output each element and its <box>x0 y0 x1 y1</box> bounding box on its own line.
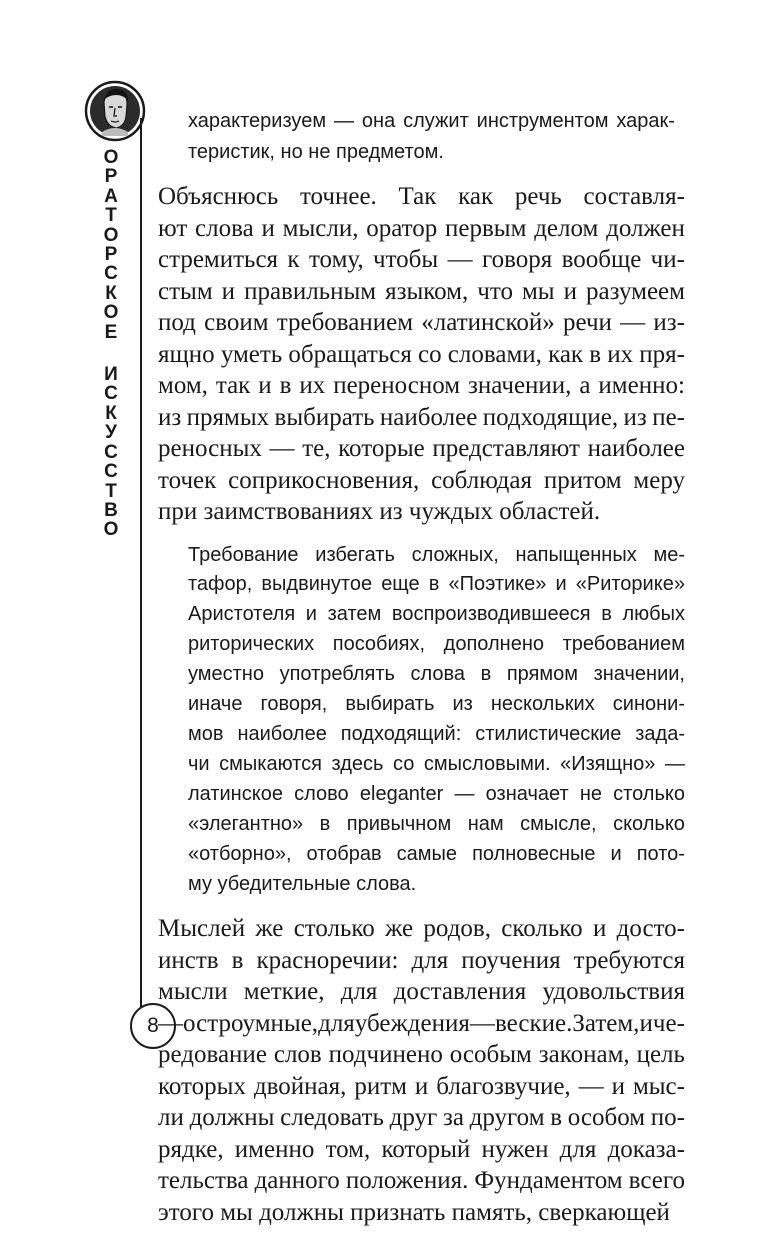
title-letter: С <box>104 263 118 285</box>
text-line <box>188 659 685 689</box>
text-line-content: теристик, но не предметом. <box>188 141 444 163</box>
text-line-content: чи смыкаются здесь со смысловыми. «Изящно» — <box>188 753 685 775</box>
text-line-content: ящно уметь обращаться со словами, как в их пря- <box>158 341 685 368</box>
text-line-content: рядке, именно том, который нужен для доказа- <box>158 1136 685 1163</box>
text-line-content: мысли меткие, для доставления удовольствия <box>158 978 685 1005</box>
text-line-content: стым и правильным языком, что мы и разумеем <box>158 278 685 305</box>
title-letter: О <box>103 147 119 168</box>
title-letter: О <box>103 224 119 246</box>
title-letter: А <box>104 185 118 207</box>
text-line-content: редование слов подчинено особым законам, цель <box>158 1041 685 1068</box>
text-line-content: ют слова и мысли, оратор первым делом должен <box>158 215 685 242</box>
text-line <box>188 779 685 809</box>
text-line-content: «отборно», отобрав самые полновесные и пото- <box>188 843 685 865</box>
text-line <box>158 1039 685 1071</box>
text-line <box>158 913 685 945</box>
text-line-content: тельства данного положения. Фундаментом всего <box>158 1167 685 1194</box>
text-line-content: которых двойная, ритм и благозвучие, — и мыс- <box>158 1073 685 1100</box>
text-line <box>188 689 685 719</box>
title-letter: С <box>104 461 118 483</box>
text-line-content: «элегантно» в привычном нам смысле, сколько <box>188 813 685 835</box>
text-line <box>188 540 685 570</box>
text-line <box>158 945 685 977</box>
vertical-rule <box>140 118 142 1010</box>
title-letter: И <box>104 364 118 386</box>
text-line-content: риторических пособиях, дополнено требованием <box>188 633 685 655</box>
text-line-content: ли должны следовать друг за другом в особом по- <box>158 1104 685 1131</box>
text-line <box>188 719 685 749</box>
text-line <box>188 839 685 869</box>
title-letter: С <box>104 383 118 405</box>
title-letter: С <box>104 441 118 463</box>
text-line-content: Требование избегать сложных, напыщенных ме- <box>188 544 685 566</box>
text-line <box>158 1008 685 1040</box>
text-line <box>158 465 685 497</box>
text-line <box>158 1197 685 1229</box>
text-line <box>188 749 685 779</box>
text-line-content: Мыслей же столько же родов, сколько и досто- <box>158 915 685 942</box>
title-letter: Р <box>104 166 118 188</box>
title-letter: Т <box>105 480 117 502</box>
text-line-content: мом, так и в их переносном значении, а именно: <box>158 372 685 399</box>
text-line-content: под своим требованием «латинской» речи — из- <box>158 309 685 336</box>
text-line <box>188 599 685 629</box>
text-line-content: этого мы должны признать память, сверкающей <box>158 1199 670 1226</box>
text-line <box>158 1071 685 1103</box>
text-line-content: из прямых выбирать наиболее подходящие, из пе- <box>158 404 685 431</box>
text-line-content: тафор, выдвинутое еще в «Поэтике» и «Риторике» <box>188 573 685 595</box>
title-word-gap <box>94 342 128 365</box>
text-line <box>158 1134 685 1166</box>
text-line <box>188 569 685 599</box>
text-line <box>188 869 685 899</box>
text-line-content: инств в красноречии: для поучения требуются <box>158 947 685 974</box>
text-line-content: стремиться к тому, чтобы — говоря вообще чи- <box>158 246 685 273</box>
text-line <box>158 976 685 1008</box>
text-line-content: Объяснюсь точнее. Так как речь составля- <box>158 183 685 210</box>
title-letter: Т <box>105 205 117 227</box>
text-line <box>158 244 685 276</box>
text-line <box>158 213 685 245</box>
text-line-content: латинское слово eleganter — означает не столько <box>188 783 685 805</box>
text-line <box>158 276 685 308</box>
text-line <box>158 339 685 371</box>
text-line <box>158 1102 685 1134</box>
title-letter: О <box>103 302 119 324</box>
text-line <box>188 629 685 659</box>
text-line-content: характеризуем — она служит инструментом харак- <box>188 110 675 132</box>
text-line-content: иначе говоря, выбирать из нескольких синони- <box>188 693 685 715</box>
text-line-content: Аристотеля и затем воспроизводившееся в любых <box>188 603 685 625</box>
text-line <box>158 402 685 434</box>
text-line-content: уместно употреблять слова в прямом значении, <box>188 663 685 685</box>
text-line <box>158 433 685 465</box>
text-line <box>188 137 675 167</box>
title-letter: Е <box>104 321 118 343</box>
text-line <box>188 106 675 136</box>
title-letter: О <box>103 519 119 541</box>
text-line-content: — остроумные, для убеждения — веские. Затем, и че- <box>158 1010 685 1037</box>
text-line-content: мов наиболее подходящий: стилистические зада- <box>188 723 685 745</box>
text-line <box>158 1165 685 1197</box>
title-letter: Р <box>104 244 118 266</box>
text-line <box>158 496 685 528</box>
text-line <box>158 307 685 339</box>
text-line <box>158 370 685 402</box>
text-line <box>158 181 685 213</box>
title-letter: У <box>105 422 117 444</box>
text-line <box>188 809 685 839</box>
text-line-content: реносных — те, которые представляют наиболее <box>158 435 685 462</box>
title-letter: В <box>104 499 118 521</box>
book-series-title <box>94 148 128 540</box>
title-letter: К <box>105 282 117 304</box>
page-number-label: 8 <box>147 1014 159 1037</box>
title-letter: К <box>105 402 117 424</box>
text-line-content: му убедительные слова. <box>188 873 417 895</box>
orator-portrait-icon <box>84 80 146 142</box>
text-line-content: точек соприкосновения, соблюдая притом меру <box>158 467 685 494</box>
text-line-content: при заимствованиях из чуждых областей. <box>158 498 601 525</box>
